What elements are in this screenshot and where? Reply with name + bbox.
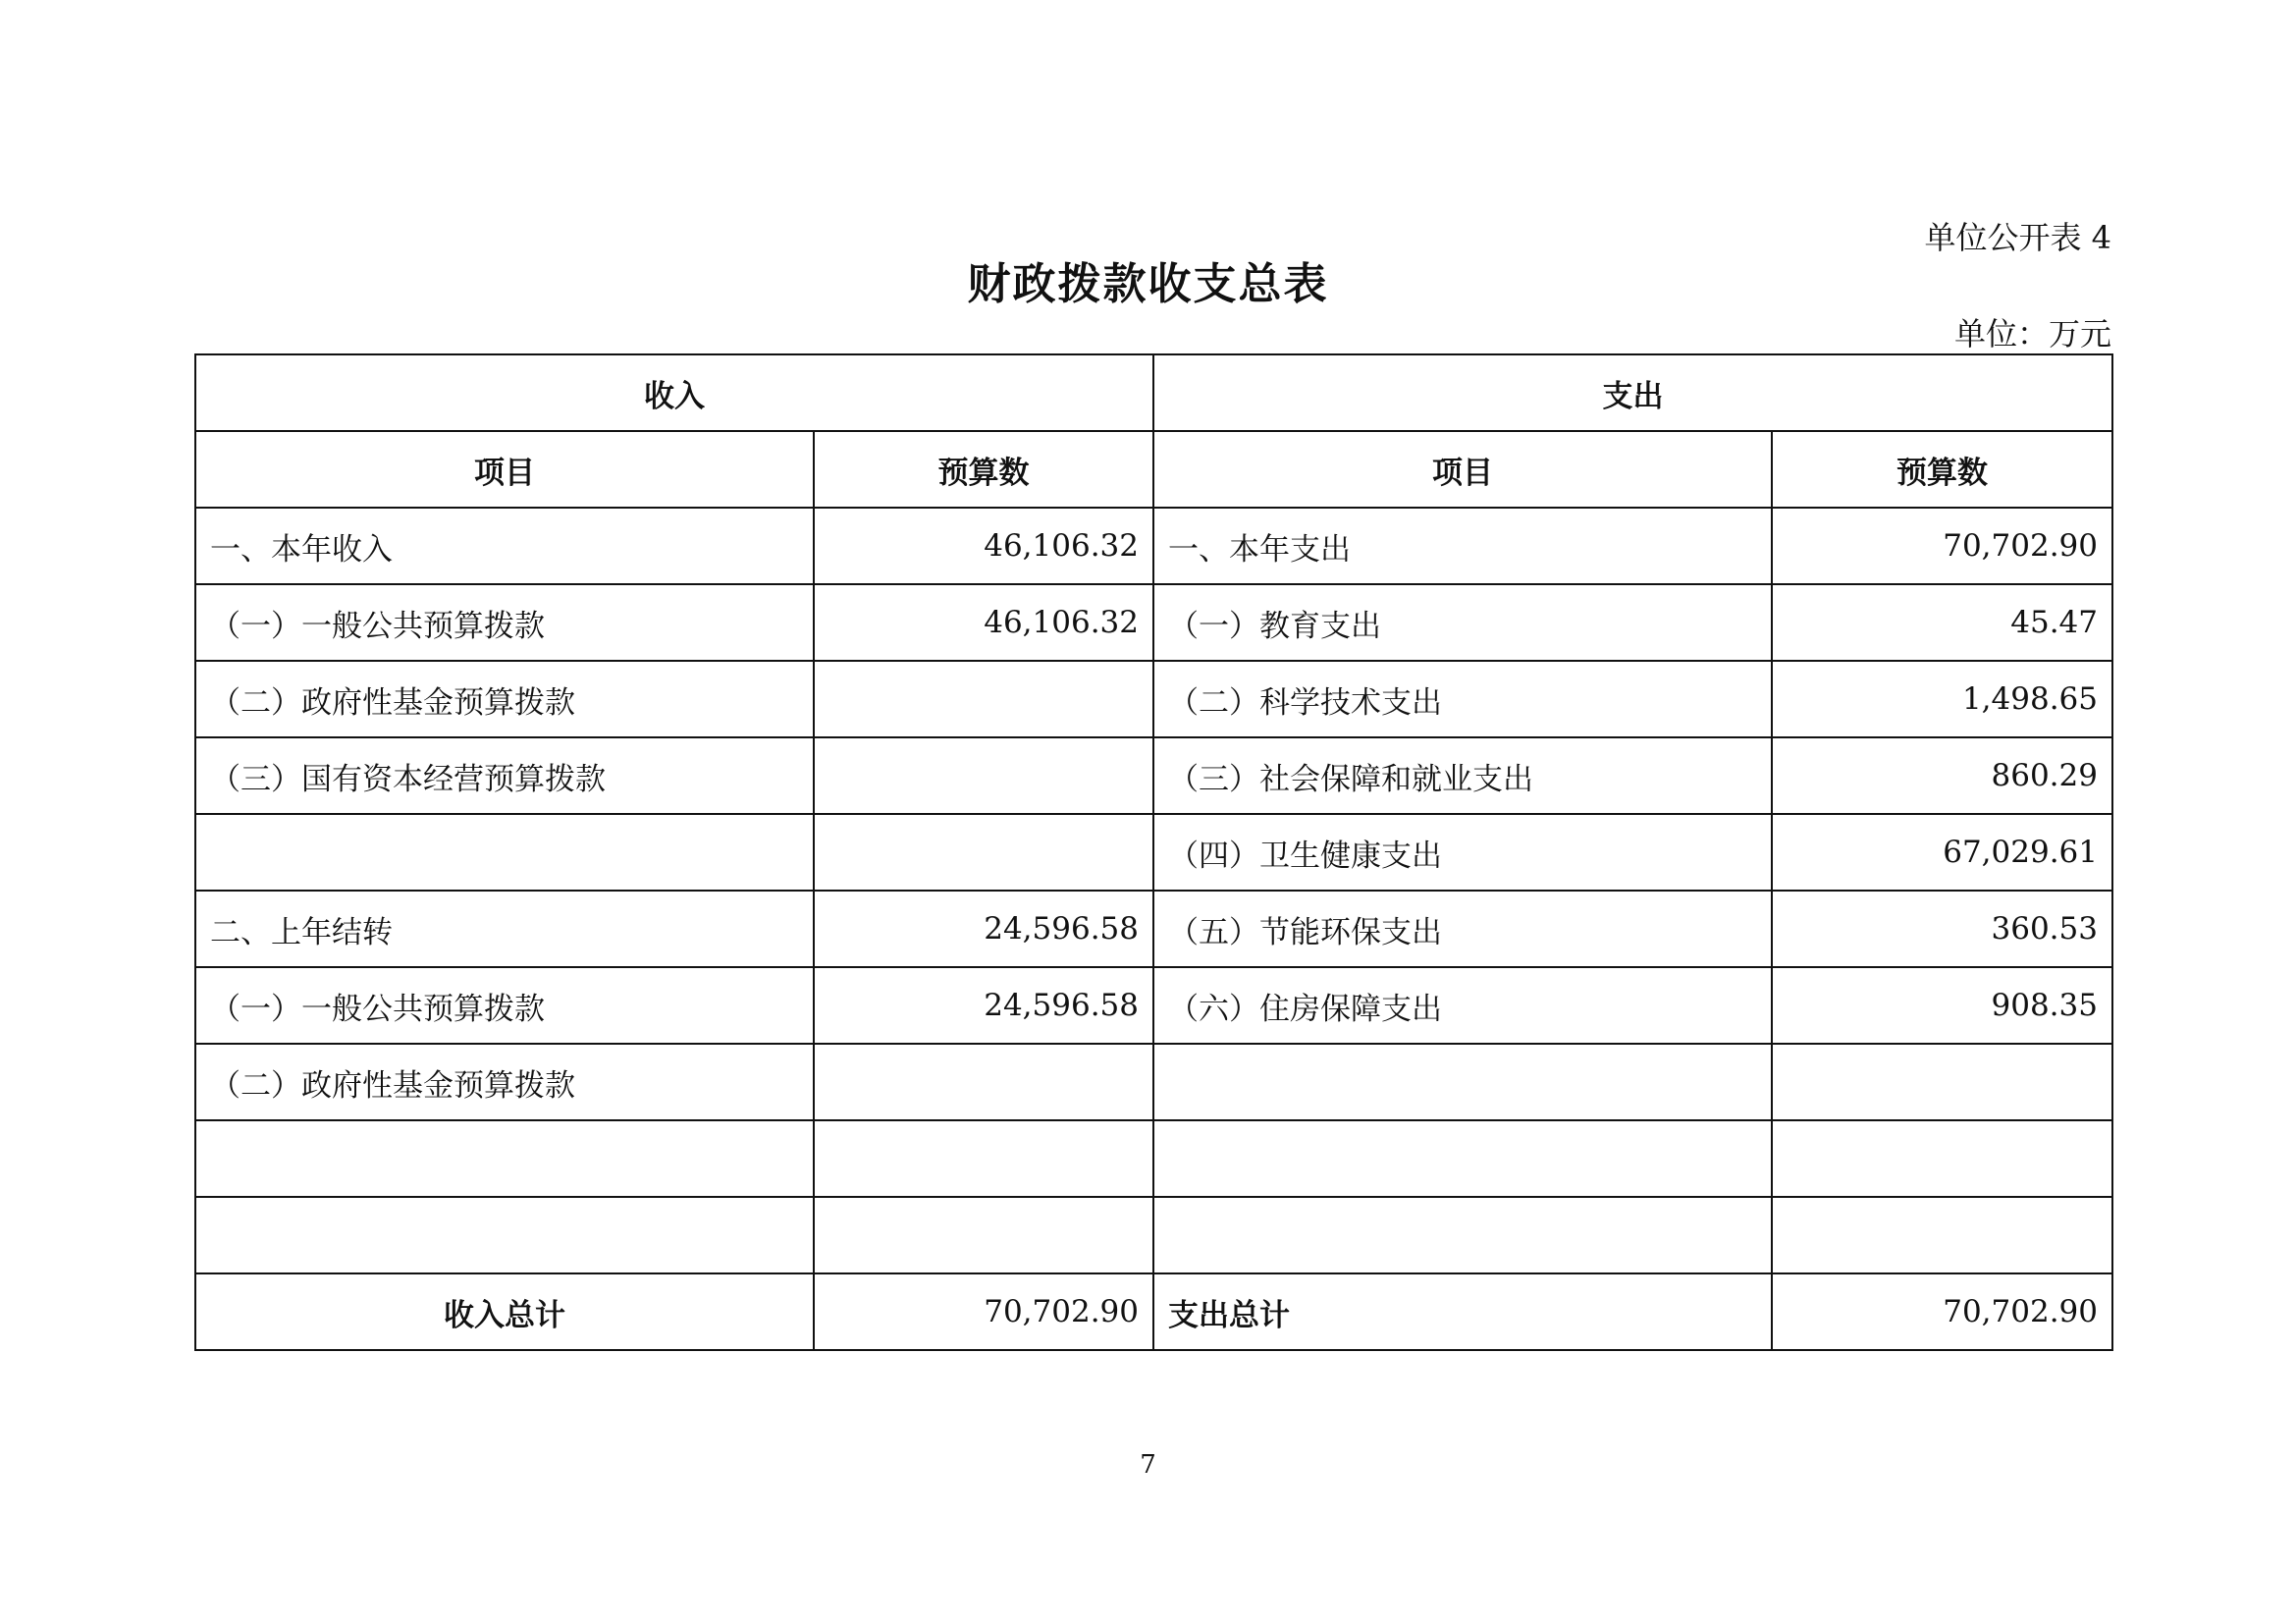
section-header-row — [195, 354, 2112, 431]
income-item-column-header: 项目 — [195, 431, 814, 508]
income-section-header: 收入 — [195, 354, 1153, 431]
expense-item-cell: 一、本年支出 — [1153, 508, 1772, 584]
expense-item-cell — [1153, 1120, 1772, 1197]
expense-item-cell: （一）教育支出 — [1153, 584, 1772, 661]
income-amount-cell — [814, 814, 1153, 891]
expense-item-cell — [1153, 1197, 1772, 1273]
income-amount-cell — [814, 1197, 1153, 1273]
income-item-cell: （二）政府性基金预算拨款 — [195, 661, 814, 737]
income-item-cell: （一）一般公共预算拨款 — [195, 584, 814, 661]
income-item-cell — [195, 1197, 814, 1273]
income-total-label: 收入总计 — [195, 1273, 814, 1350]
table-id-label: 单位公开表 4 — [1924, 219, 2111, 256]
table-row — [195, 508, 2112, 584]
expense-amount-cell — [1772, 1044, 2112, 1120]
income-amount-cell: 46,106.32 — [814, 508, 1153, 584]
income-amount-cell — [814, 1120, 1153, 1197]
expense-item-cell: （四）卫生健康支出 — [1153, 814, 1772, 891]
table-row — [195, 967, 2112, 1044]
expense-amount-cell: 860.29 — [1772, 737, 2112, 814]
income-amount-column-header: 预算数 — [814, 431, 1153, 508]
expense-amount-cell — [1772, 1197, 2112, 1273]
table-row — [195, 584, 2112, 661]
expense-amount-cell: 70,702.90 — [1772, 508, 2112, 584]
table-row — [195, 1197, 2112, 1273]
column-header-row — [195, 431, 2112, 508]
expense-amount-cell — [1772, 1120, 2112, 1197]
expense-item-cell: （六）住房保障支出 — [1153, 967, 1772, 1044]
expense-item-cell: （三）社会保障和就业支出 — [1153, 737, 1772, 814]
table-row — [195, 891, 2112, 967]
expense-item-column-header: 项目 — [1153, 431, 1772, 508]
income-total-amount: 70,702.90 — [814, 1273, 1153, 1350]
table-row — [195, 814, 2112, 891]
expense-amount-cell: 908.35 — [1772, 967, 2112, 1044]
table-row — [195, 1120, 2112, 1197]
expense-amount-cell: 45.47 — [1772, 584, 2112, 661]
expense-total-amount: 70,702.90 — [1772, 1273, 2112, 1350]
income-item-cell: 一、本年收入 — [195, 508, 814, 584]
expense-section-header: 支出 — [1153, 354, 2112, 431]
income-amount-cell: 24,596.58 — [814, 967, 1153, 1044]
total-row — [195, 1273, 2112, 1350]
income-item-cell: 二、上年结转 — [195, 891, 814, 967]
page-title: 财政拨款收支总表 — [967, 259, 1329, 309]
income-amount-cell — [814, 661, 1153, 737]
income-item-cell: （三）国有资本经营预算拨款 — [195, 737, 814, 814]
income-amount-cell: 24,596.58 — [814, 891, 1153, 967]
expense-amount-column-header: 预算数 — [1772, 431, 2112, 508]
expense-item-cell: （五）节能环保支出 — [1153, 891, 1772, 967]
expense-item-cell: （二）科学技术支出 — [1153, 661, 1772, 737]
table-row — [195, 737, 2112, 814]
page-number: 7 — [1140, 1450, 1156, 1480]
budget-summary-table — [194, 353, 2113, 1351]
income-amount-cell — [814, 1044, 1153, 1120]
expense-total-label: 支出总计 — [1153, 1273, 1772, 1350]
income-amount-cell — [814, 737, 1153, 814]
income-amount-cell: 46,106.32 — [814, 584, 1153, 661]
income-item-cell — [195, 814, 814, 891]
expense-amount-cell: 67,029.61 — [1772, 814, 2112, 891]
income-item-cell: （一）一般公共预算拨款 — [195, 967, 814, 1044]
table-row — [195, 661, 2112, 737]
expense-amount-cell: 360.53 — [1772, 891, 2112, 967]
expense-amount-cell: 1,498.65 — [1772, 661, 2112, 737]
income-item-cell — [195, 1120, 814, 1197]
expense-item-cell — [1153, 1044, 1772, 1120]
income-item-cell: （二）政府性基金预算拨款 — [195, 1044, 814, 1120]
unit-note: 单位：万元 — [1953, 315, 2111, 352]
table-row — [195, 1044, 2112, 1120]
